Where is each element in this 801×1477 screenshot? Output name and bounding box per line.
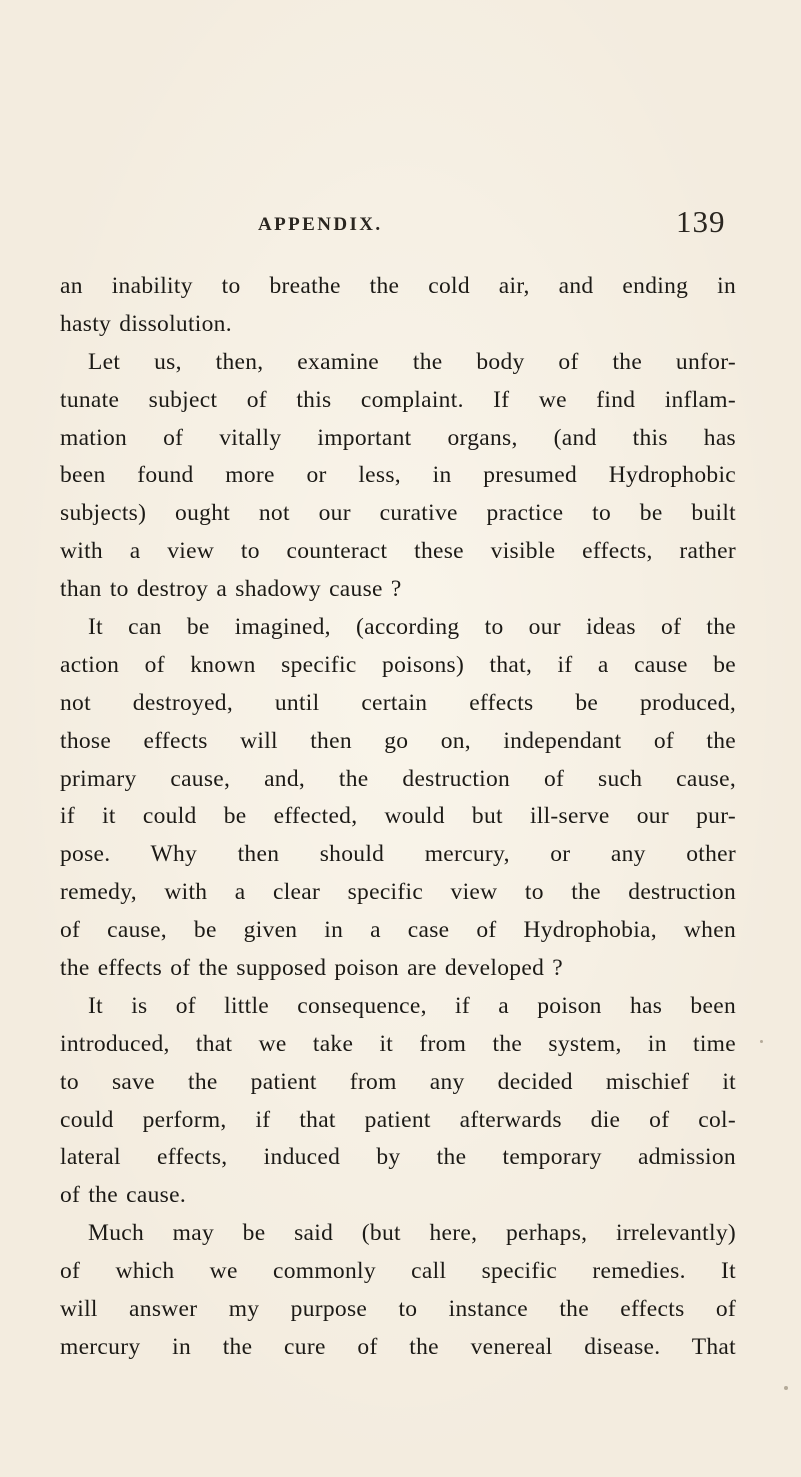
text-line: tunate subject of this complaint. If we find inflam- [60, 386, 736, 413]
text-line: mercury in the cure of the venereal disease. That [60, 1333, 736, 1360]
paper-speck [760, 1040, 763, 1043]
text-line: been found more or less, in presumed Hydrophobic [60, 462, 736, 489]
text-line: Let us, then, examine the body of the unfor- [88, 348, 736, 375]
text-line: It can be imagined, (according to our ideas of the [88, 614, 736, 641]
text-line: could perform, if that patient afterwards die of col- [60, 1106, 736, 1133]
text-line: subjects) ought not our curative practice to be built [60, 500, 736, 527]
text-line: not destroyed, until certain effects be produced, [60, 689, 736, 716]
paper-speck [784, 1386, 788, 1390]
text-line: to save the patient from any decided mischief it [60, 1068, 736, 1095]
text-line: action of known specific poisons) that, if a cause be [60, 651, 736, 678]
text-line: with a view to counteract these visible effects, rather [60, 538, 736, 565]
text-line: lateral effects, induced by the temporary admission [60, 1144, 736, 1171]
text-line: an inability to breathe the cold air, and ending in [60, 273, 736, 299]
body-text [60, 268, 736, 1367]
text-line: introduced, that we take it from the system, in time [60, 1030, 736, 1057]
text-line: mation of vitally important organs, (and this has [60, 424, 736, 451]
page-header [258, 204, 738, 244]
running-head: APPENDIX. [258, 214, 383, 235]
text-line: will answer my purpose to instance the effects of [60, 1296, 736, 1323]
text-line: pose. Why then should mercury, or any other [60, 841, 736, 868]
text-line: those effects will then go on, independant of the [60, 727, 736, 754]
text-line: primary cause, and, the destruction of such cause, [60, 765, 736, 792]
text-line: It is of little consequence, if a poison has been [88, 992, 736, 1019]
page-number: 139 [676, 204, 726, 239]
text-line: hasty dissolution. [60, 310, 232, 337]
text-line: remedy, with a clear specific view to the destruction [60, 879, 736, 906]
text-line: Much may be said (but here, perhaps, irrelevantly) [88, 1220, 736, 1247]
text-line: of the cause. [60, 1182, 186, 1209]
text-line: if it could be effected, would but ill-serve our pur- [60, 803, 736, 830]
text-line: than to destroy a shadowy cause ? [60, 576, 402, 603]
text-line: of cause, be given in a case of Hydrophobia, when [60, 917, 736, 944]
text-line: of which we commonly call specific remedies. It [60, 1258, 736, 1285]
text-line: the effects of the supposed poison are developed ? [60, 955, 564, 982]
